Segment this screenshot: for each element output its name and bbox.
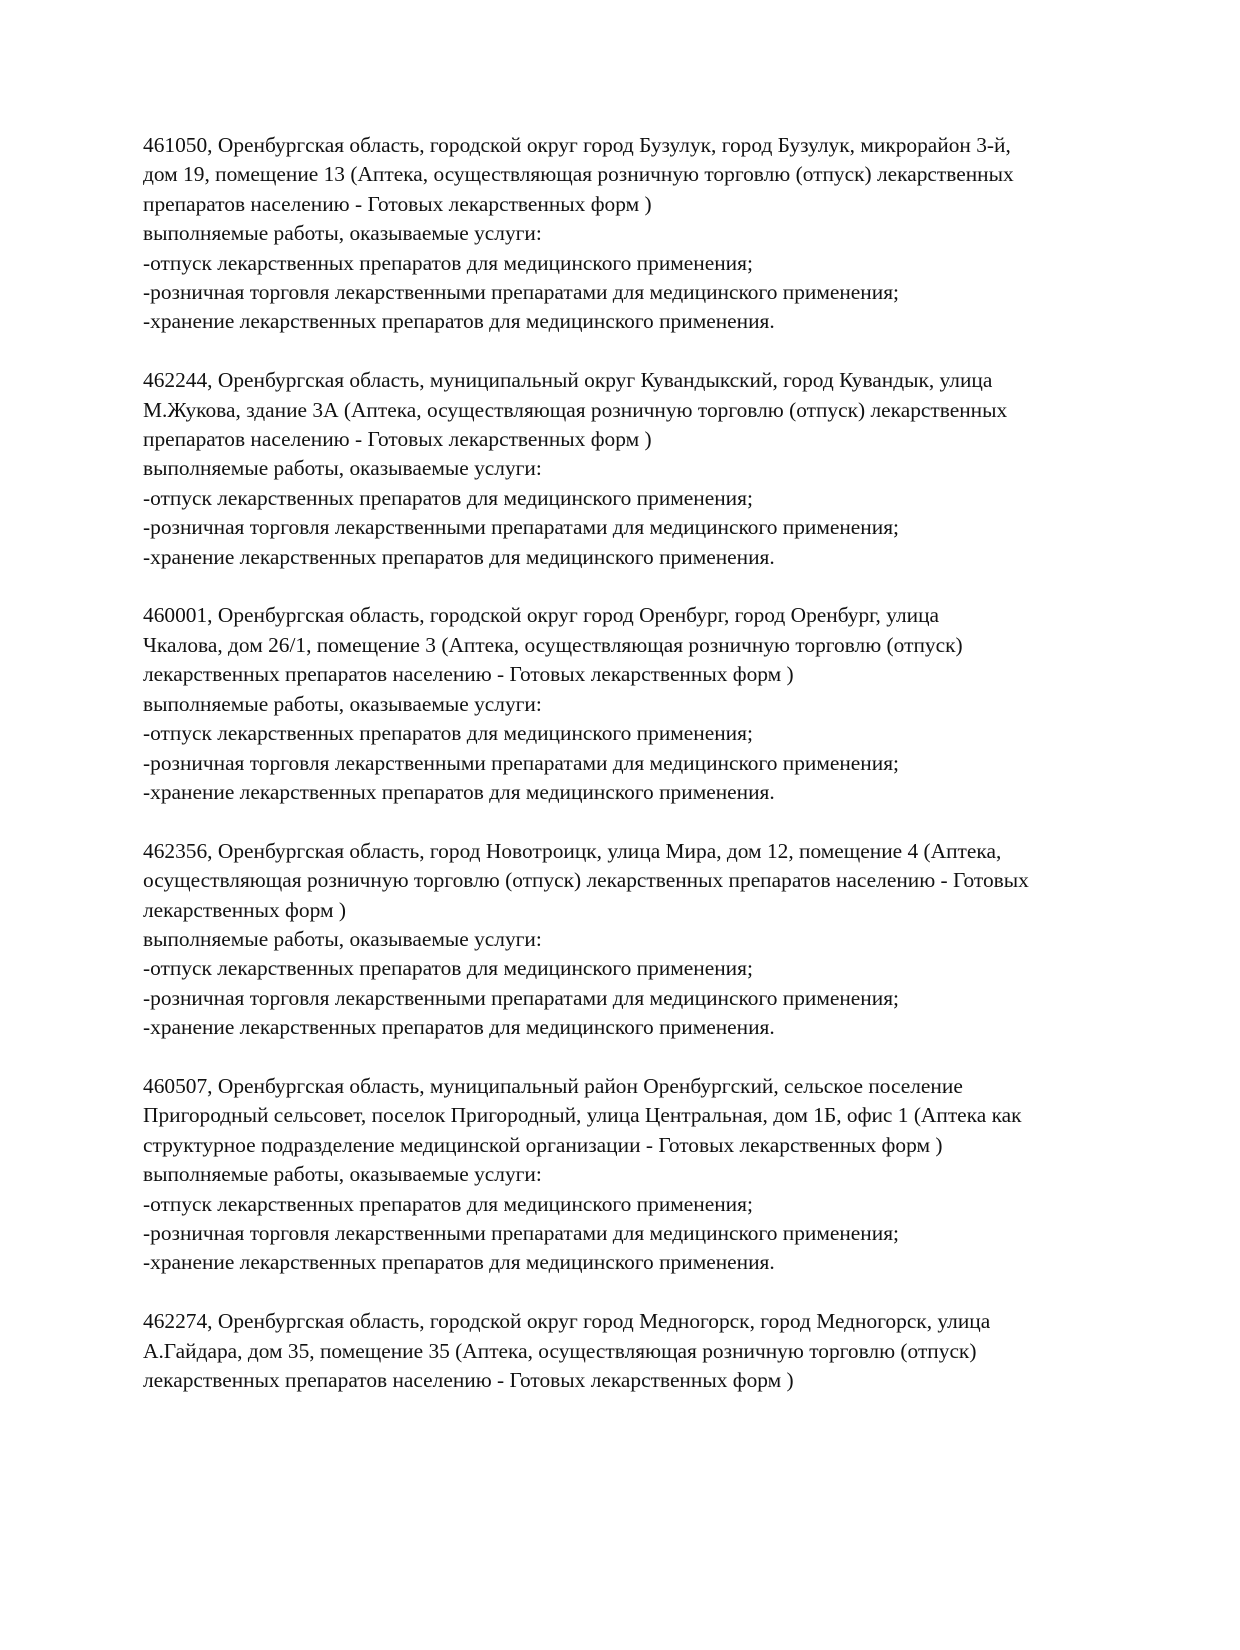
service-item: -отпуск лекарственных препаратов для медицинского применения; (143, 721, 753, 746)
service-item: -розничная торговля лекарственными препаратами для медицинского применения; (143, 515, 899, 540)
service-item: -отпуск лекарственных препаратов для медицинского применения; (143, 485, 753, 510)
address-line: лекарственных препаратов населению - Готовых лекарственных форм ) (143, 662, 794, 687)
address-line: лекарственных форм ) (143, 897, 346, 922)
address-line: препаратов населению - Готовых лекарственных форм ) (143, 427, 652, 452)
service-item: -хранение лекарственных препаратов для медицинского применения. (143, 779, 775, 804)
address-line: 460507, Оренбургская область, муниципальный район Оренбургский, сельское поселение (143, 1073, 963, 1098)
service-item: -розничная торговля лекарственными препаратами для медицинского применения; (143, 1220, 899, 1245)
pharmacy-entry (143, 1307, 1153, 1395)
services-heading: выполняемые работы, оказываемые услуги: (143, 221, 542, 246)
address-line: М.Жукова, здание 3А (Аптека, осуществляющая розничную торговлю (отпуск) лекарственных (143, 397, 1008, 422)
service-item: -розничная торговля лекарственными препаратами для медицинского применения; (143, 280, 899, 305)
pharmacy-entry (143, 601, 1153, 807)
address-line: А.Гайдара, дом 35, помещение 35 (Аптека, осуществляющая розничную торговлю (отпуск) (143, 1338, 977, 1363)
services-heading: выполняемые работы, оказываемые услуги: (143, 1162, 542, 1187)
service-item: -хранение лекарственных препаратов для медицинского применения. (143, 544, 775, 569)
pharmacy-entry (143, 1072, 1153, 1278)
service-item: -розничная торговля лекарственными препаратами для медицинского применения; (143, 750, 899, 775)
service-item: -хранение лекарственных препаратов для медицинского применения. (143, 1250, 775, 1275)
service-item: -розничная торговля лекарственными препаратами для медицинского применения; (143, 985, 899, 1010)
service-item: -отпуск лекарственных препаратов для медицинского применения; (143, 1191, 753, 1216)
address-line: лекарственных препаратов населению - Готовых лекарственных форм ) (143, 1367, 794, 1392)
pharmacy-entry (143, 131, 1153, 337)
address-line: 462274, Оренбургская область, городской округ город Медногорск, город Медногорск, улица (143, 1309, 991, 1334)
service-item: -отпуск лекарственных препаратов для медицинского применения; (143, 250, 753, 275)
pharmacy-entry (143, 366, 1153, 572)
pharmacy-entry (143, 837, 1153, 1043)
services-heading: выполняемые работы, оказываемые услуги: (143, 691, 542, 716)
service-item: -отпуск лекарственных препаратов для медицинского применения; (143, 956, 753, 981)
address-line: Чкалова, дом 26/1, помещение 3 (Аптека, осуществляющая розничную торговлю (отпуск) (143, 632, 963, 657)
address-line: 462244, Оренбургская область, муниципальный округ Кувандыкский, город Кувандык, улица (143, 368, 993, 393)
document-page (143, 131, 1153, 1425)
service-item: -хранение лекарственных препаратов для медицинского применения. (143, 309, 775, 334)
address-line: структурное подразделение медицинской организации - Готовых лекарственных форм ) (143, 1132, 943, 1157)
address-line: 462356, Оренбургская область, город Новотроицк, улица Мира, дом 12, помещение 4 (Аптека, (143, 838, 1002, 863)
address-line: 461050, Оренбургская область, городской округ город Бузулук, город Бузулук, микрорайон 3-й, (143, 133, 1011, 157)
address-line: 460001, Оренбургская область, городской округ город Оренбург, город Оренбург, улица (143, 603, 940, 628)
service-item: -хранение лекарственных препаратов для медицинского применения. (143, 1015, 775, 1040)
address-line: Пригородный сельсовет, поселок Пригородный, улица Центральная, дом 1Б, офис 1 (Аптека как (143, 1103, 1022, 1128)
address-line: осуществляющая розничную торговлю (отпуск) лекарственных препаратов населению - Готовых (143, 868, 1029, 893)
services-heading: выполняемые работы, оказываемые услуги: (143, 456, 542, 481)
address-line: препаратов населению - Готовых лекарственных форм ) (143, 191, 652, 216)
services-heading: выполняемые работы, оказываемые услуги: (143, 926, 542, 951)
address-line: дом 19, помещение 13 (Аптека, осуществляющая розничную торговлю (отпуск) лекарственных (143, 162, 1014, 187)
